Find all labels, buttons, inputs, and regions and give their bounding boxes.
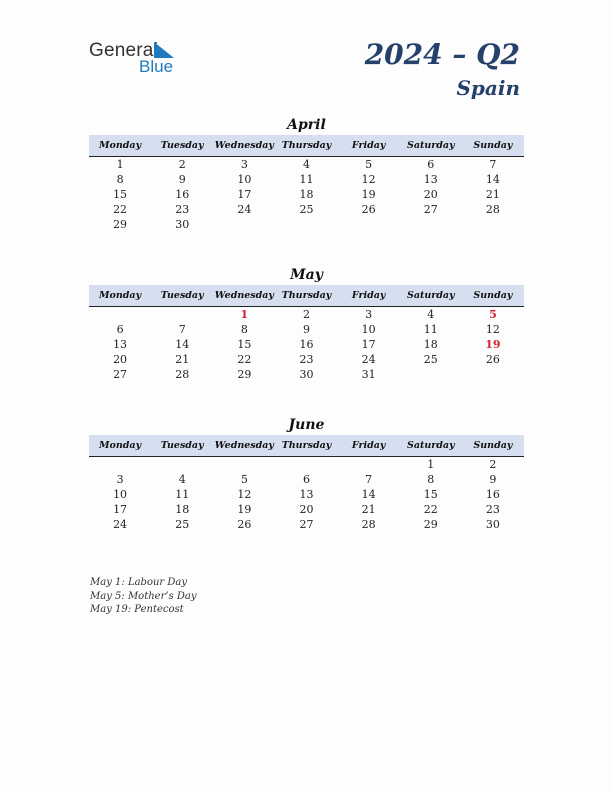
week-row [89,457,524,472]
week-row [89,517,524,532]
day-cell: 8 [427,473,435,486]
day-cell: 25 [423,353,438,366]
day-cell: 12 [485,323,500,336]
day-cell: 18 [423,338,438,351]
day-cell: 15 [237,338,252,351]
country-subtitle: Spain [456,76,520,100]
day-cell [89,457,151,472]
week-row [89,472,524,487]
holiday-note: May 1: Labour Day [90,577,187,588]
day-cell: 24 [113,518,128,531]
day-cell: 26 [361,203,376,216]
day-cell: 21 [361,503,376,516]
day-cell: 12 [237,488,252,501]
weekday-header [89,435,524,457]
day-cell: 23 [485,503,500,516]
holiday-note: May 5: Mother’s Day [90,590,197,602]
day-cell: 15 [113,188,128,201]
day-cell: 21 [175,353,190,366]
day-cell: 14 [485,173,500,186]
day-cell: 29 [423,518,438,531]
day-cell: 20 [299,503,314,516]
week-row [89,157,524,172]
day-cell: 14 [175,338,190,351]
weekday-label: Wednesday [214,140,274,151]
day-cell: 7 [178,323,186,336]
day-cell: 17 [237,188,252,201]
week-row [89,487,524,502]
day-cell: 11 [423,323,438,336]
month-calendar [89,266,524,382]
month-name: June [288,417,325,433]
weekday-label: Friday [351,140,386,151]
day-cell: 27 [423,203,438,216]
day-cell: 2 [178,158,186,171]
day-cell: 10 [113,488,128,501]
weekday-header [89,135,524,157]
weekday-label: Sunday [473,140,513,151]
day-cell: 4 [178,473,186,486]
day-cell: 4 [427,308,435,321]
day-cell [275,457,337,472]
day-cell: 16 [485,488,500,501]
weekday-label: Thursday [281,440,332,451]
weekday-label: Friday [351,290,386,301]
weekday-label: Thursday [281,290,332,301]
day-cell: 6 [427,158,435,171]
day-cell: 25 [299,203,314,216]
day-cell: 14 [361,488,376,501]
day-cell: 18 [299,188,314,201]
day-cell: 28 [485,203,500,216]
day-cell: 3 [240,158,248,171]
weekday-label: Thursday [281,140,332,151]
week-row [89,217,524,232]
logo-general-text: General [89,40,158,61]
weekday-label: Sunday [473,440,513,451]
day-cell: 19 [237,503,252,516]
day-cell: 20 [423,188,438,201]
day-cell: 1 [427,458,435,471]
weekday-label: Wednesday [214,440,274,451]
day-cell: 31 [361,368,376,381]
day-cell: 30 [175,218,190,231]
day-cell: 22 [113,203,128,216]
day-cell: 24 [361,353,376,366]
day-cell: 27 [299,518,314,531]
day-cell: 21 [485,188,500,201]
day-cell: 17 [361,338,376,351]
day-cell: 10 [361,323,376,336]
weekday-header [89,285,524,307]
day-cell: 28 [175,368,190,381]
day-cell [89,307,151,322]
day-cell: 16 [299,338,314,351]
day-cell: 30 [299,368,314,381]
week-row [89,352,524,367]
weekday-label: Monday [99,440,142,451]
day-cell: 19 [485,338,501,351]
day-cell: 11 [175,488,190,501]
month-calendar [89,116,524,232]
weekday-label: Sunday [473,290,513,301]
holiday-note: May 19: Pentecost [90,604,184,615]
day-cell: 9 [302,323,310,336]
day-cell: 12 [361,173,376,186]
logo-blue-text: Blue [139,57,174,76]
weekday-label: Tuesday [160,140,204,151]
month-calendar [89,416,524,532]
day-cell: 8 [116,173,124,186]
day-cell: 13 [423,173,438,186]
day-cell: 1 [116,158,124,171]
day-cell [275,217,337,232]
day-cell: 23 [299,353,314,366]
week-row [89,337,524,352]
week-row [89,202,524,217]
day-cell: 11 [299,173,314,186]
day-cell: 20 [113,353,128,366]
day-cell: 30 [485,518,500,531]
day-cell [462,367,524,382]
day-cell: 4 [302,158,310,171]
day-cell: 19 [361,188,376,201]
week-row [89,172,524,187]
day-cell: 22 [237,353,252,366]
holiday-notes [90,576,196,617]
weekday-label: Monday [99,290,142,301]
day-cell: 25 [175,518,190,531]
day-cell: 29 [237,368,252,381]
day-cell: 8 [240,323,248,336]
day-cell: 13 [299,488,314,501]
week-row [89,502,524,517]
day-cell: 7 [489,158,497,171]
day-cell [151,307,213,322]
day-cell: 9 [178,173,186,186]
day-cell: 5 [489,308,497,321]
day-cell: 1 [240,308,249,321]
weekday-label: Monday [99,140,142,151]
weekday-label: Tuesday [160,440,204,451]
day-cell [213,457,275,472]
week-row [89,367,524,382]
day-cell: 16 [175,188,190,201]
weekday-label: Friday [351,440,386,451]
day-cell [400,217,462,232]
day-cell: 2 [489,458,497,471]
day-cell: 24 [237,203,252,216]
day-cell: 3 [116,473,124,486]
day-cell: 13 [113,338,128,351]
week-row [89,187,524,202]
day-cell: 9 [489,473,497,486]
weekday-label: Saturday [406,140,455,151]
generalblue-logo [89,40,189,76]
day-cell: 2 [302,308,310,321]
day-cell: 29 [113,218,128,231]
day-cell: 18 [175,503,190,516]
day-cell: 5 [365,158,373,171]
day-cell: 3 [365,308,373,321]
day-cell [338,457,400,472]
day-cell: 26 [485,353,500,366]
day-cell: 7 [365,473,373,486]
page-title: 2024 – Q2 [364,38,520,71]
day-cell: 26 [237,518,252,531]
day-cell: 6 [116,323,124,336]
day-cell: 15 [423,488,438,501]
weekday-label: Saturday [406,290,455,301]
day-cell [151,457,213,472]
day-cell: 28 [361,518,376,531]
day-cell: 6 [302,473,310,486]
day-cell [338,217,400,232]
day-cell [213,217,275,232]
weekday-label: Wednesday [214,290,274,301]
day-cell [462,217,524,232]
day-cell [400,367,462,382]
day-cell: 22 [423,503,438,516]
month-name: April [287,117,326,133]
month-name: May [290,267,323,283]
week-row [89,322,524,337]
week-row [89,307,524,322]
weekday-label: Saturday [406,440,455,451]
day-cell: 27 [113,368,128,381]
day-cell: 17 [113,503,128,516]
weekday-label: Tuesday [160,290,204,301]
day-cell: 10 [237,173,252,186]
day-cell: 23 [175,203,190,216]
day-cell: 5 [240,473,248,486]
logo-triangle-icon [154,42,174,58]
